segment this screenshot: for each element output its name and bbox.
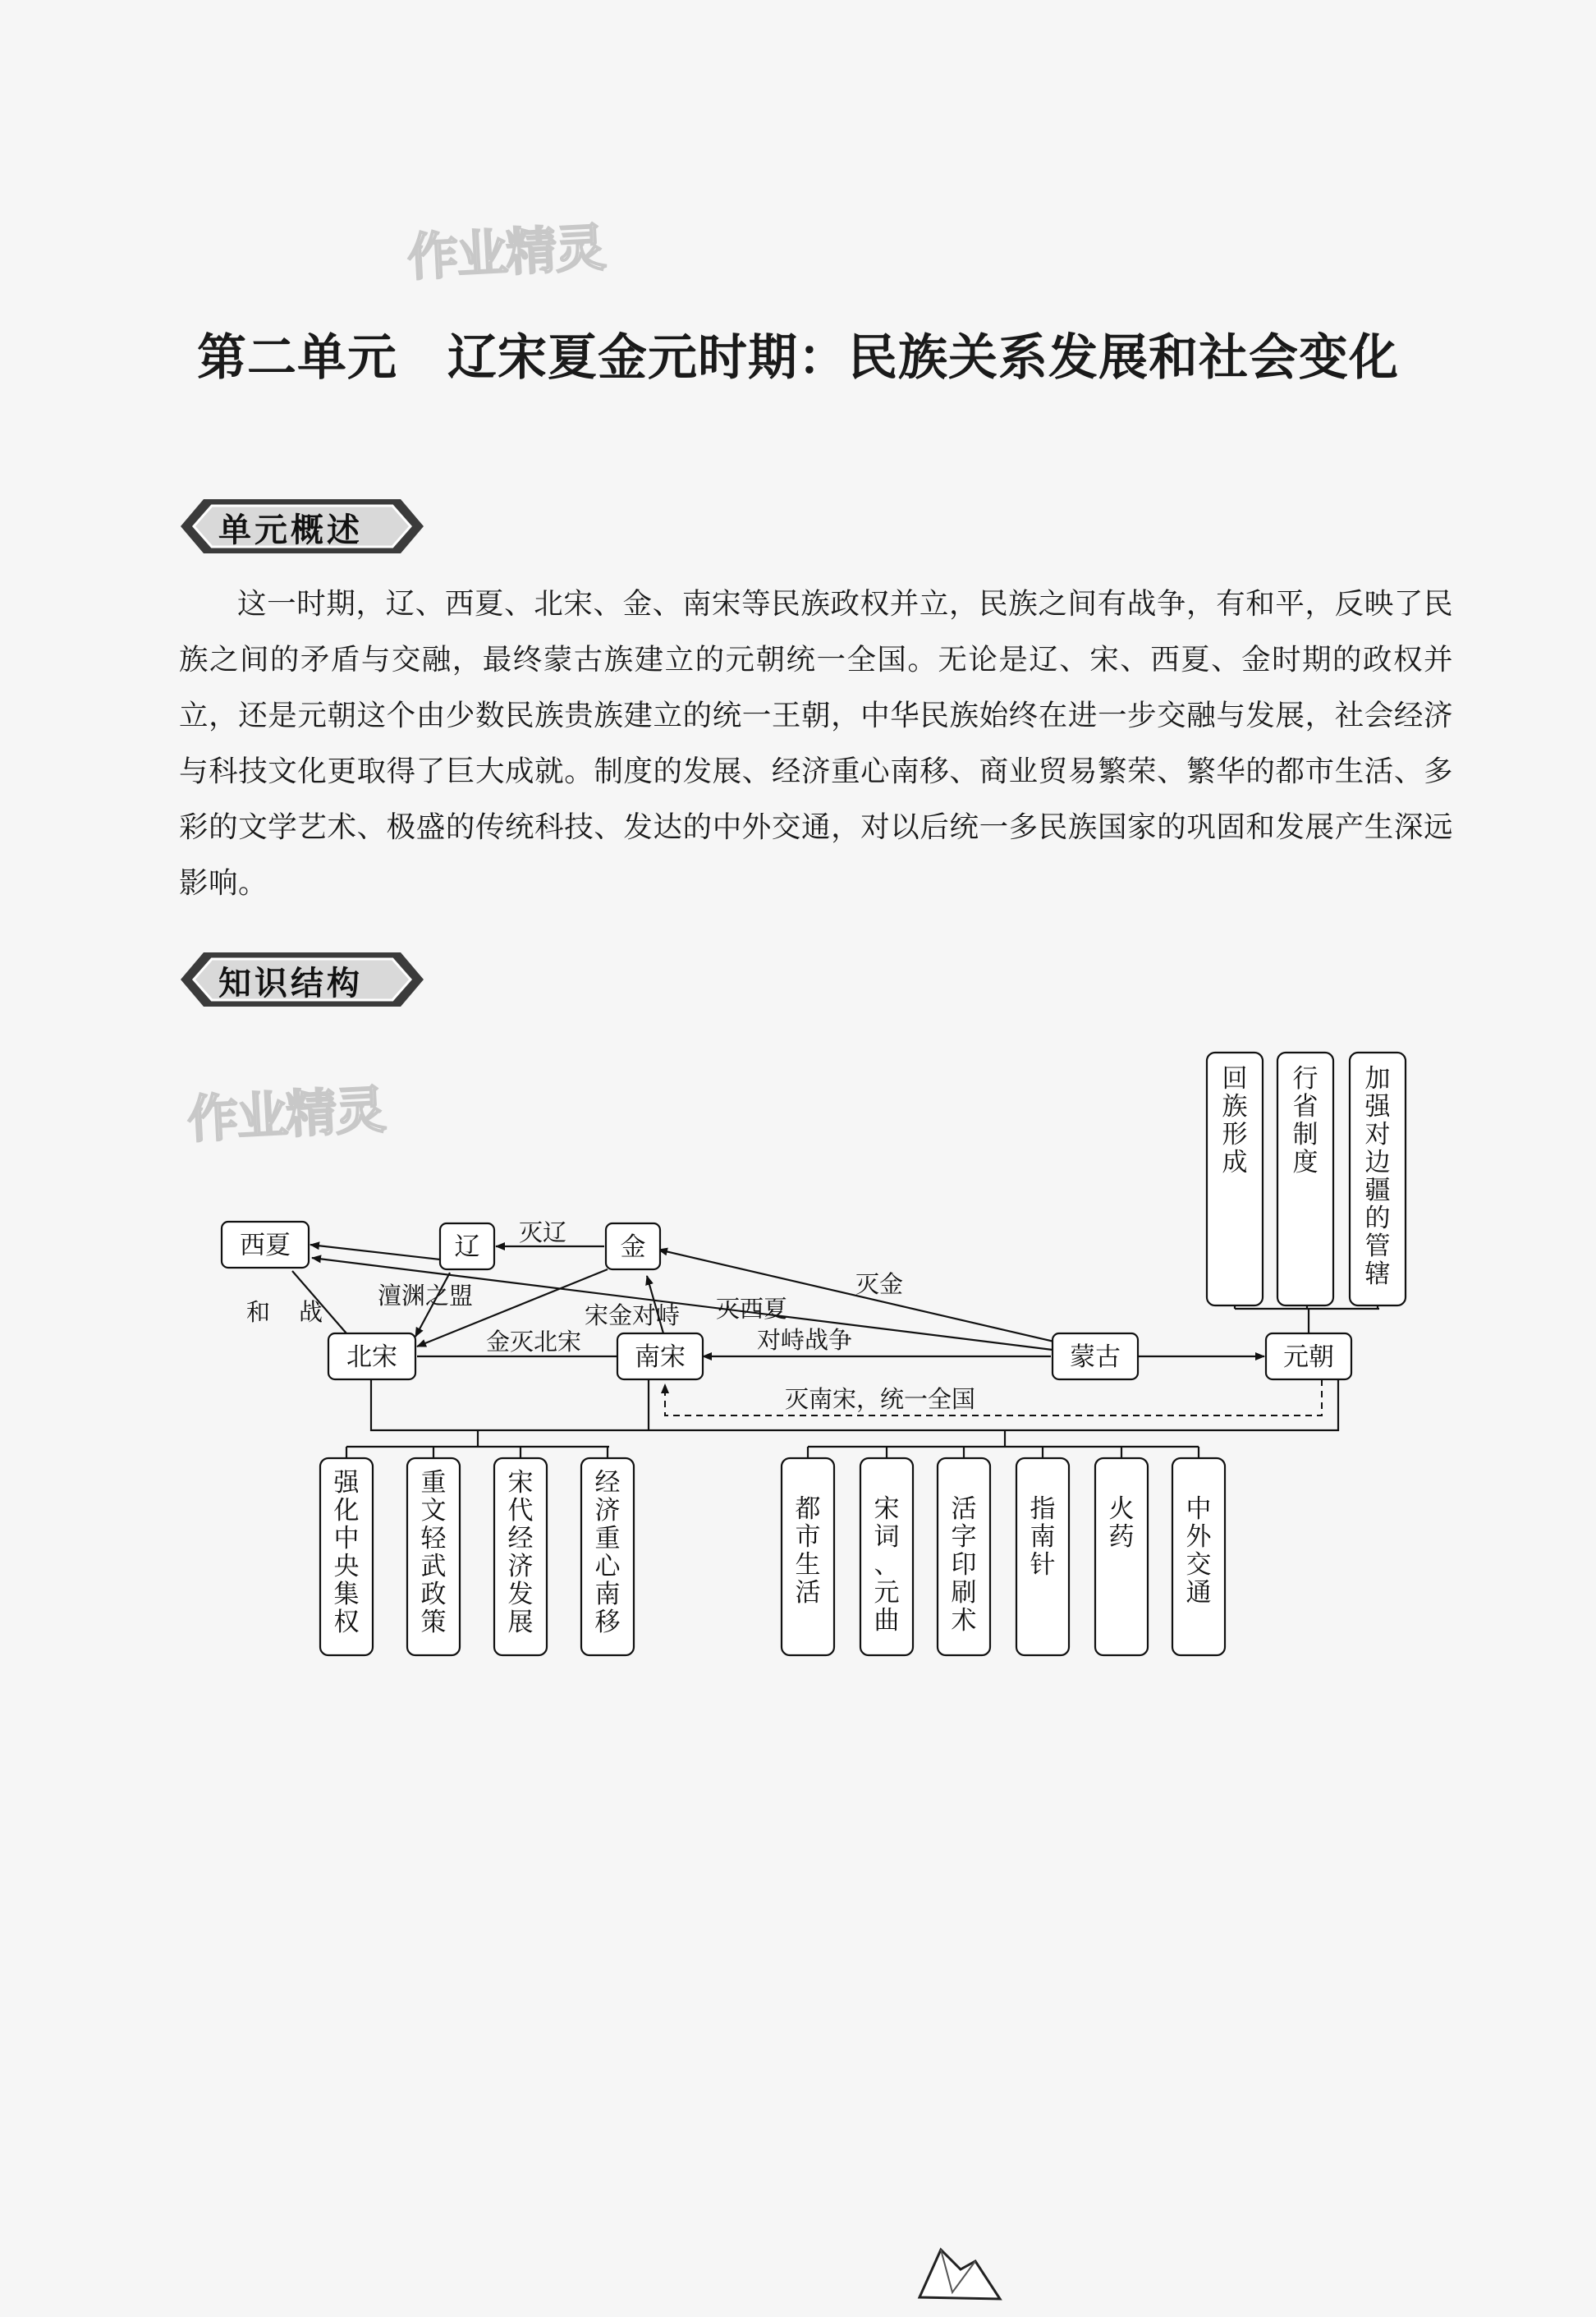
song-topic-1: 重文轻武政策 (420, 1468, 447, 1637)
relation-he: 和 (246, 1298, 271, 1326)
arrow-liao-to-xixia (310, 1245, 440, 1259)
regime-nansong: 南宋 (635, 1342, 686, 1372)
watermark-top: 作业精灵 (406, 217, 607, 288)
relation-destroy-xixia: 灭西夏 (716, 1295, 788, 1323)
dashed-arrow-yuan-to-nansong (665, 1379, 1322, 1415)
relation-chanyuan: 澶渊之盟 (378, 1282, 474, 1310)
topic-box-culture-4 (1095, 1458, 1148, 1655)
relation-song-jin-standoff: 宋金对峙 (585, 1301, 681, 1329)
culture-topic-5: 中外交通 (1186, 1494, 1212, 1608)
culture-topic-4: 火药 (1108, 1494, 1135, 1552)
relation-destroy-liao: 灭辽 (519, 1218, 567, 1246)
overview-paragraph: 这一时期，辽、西夏、北宋、金、南宋等民族政权并立，民族之间有战争，有和平，反映了民族之间的矛盾与交融，最终蒙古族建立的元朝统一全国。无论是辽、宋、西夏、金时期的政权并立，还是元朝这个由少数民族贵族建立的统一王朝，中华民族始终在进一步交融与发展，社会经济与科技文化更取得了巨大成就。制度的发展、经济重心南移、商业贸易繁荣、繁华的都市生活、多彩的文学艺术、极盛的传统科技、发达的中外交通，对以后统一多民族国家的巩固和发展产生深远影响。 (179, 587, 1453, 900)
culture-topic-2: 活字印刷术 (951, 1494, 977, 1636)
relation-destroy-jin: 灭金 (855, 1270, 904, 1298)
section-label-structure: 知识结构 (218, 964, 363, 1003)
culture-topic-1: 宋词、元曲 (874, 1494, 900, 1636)
yuan-topic-0: 回族形成 (1222, 1064, 1248, 1177)
watermark-diagram: 作业精灵 (186, 1079, 387, 1150)
line-culture-branches (808, 1430, 1199, 1458)
line-yuan-branches (1235, 1305, 1379, 1333)
song-topic-3: 经济重心南移 (594, 1468, 621, 1637)
yuan-topic-1: 行省制度 (1292, 1064, 1319, 1177)
relation-jin-destroy-beisong: 金灭北宋 (486, 1328, 582, 1356)
regime-beisong: 北宋 (346, 1342, 397, 1372)
regime-liao: 辽 (454, 1232, 480, 1262)
song-topic-0: 强化中央集权 (333, 1468, 360, 1637)
line-song-branches (346, 1430, 609, 1458)
yuan-topic-2: 加强对边疆的管辖 (1364, 1064, 1391, 1289)
page-title: 第二单元 辽宋夏金元时期：民族关系发展和社会变化 (197, 329, 1399, 387)
culture-topic-3: 指南针 (1030, 1494, 1056, 1580)
regime-yuan: 元朝 (1283, 1342, 1334, 1372)
relation-zhan: 战 (299, 1298, 323, 1326)
page-corner-graphic (903, 2233, 1026, 2315)
culture-topic-0: 都市生活 (795, 1494, 821, 1608)
regime-xixia: 西夏 (240, 1231, 291, 1260)
relation-standoff-war: 对峙战争 (757, 1326, 853, 1354)
song-topic-2: 宋代经济发展 (507, 1468, 534, 1637)
regime-jin: 金 (620, 1232, 646, 1262)
relation-destroy-nansong: 灭南宋，统一全国 (785, 1385, 976, 1413)
section-label-overview: 单元概述 (218, 511, 363, 549)
regime-menggu: 蒙古 (1070, 1342, 1121, 1372)
